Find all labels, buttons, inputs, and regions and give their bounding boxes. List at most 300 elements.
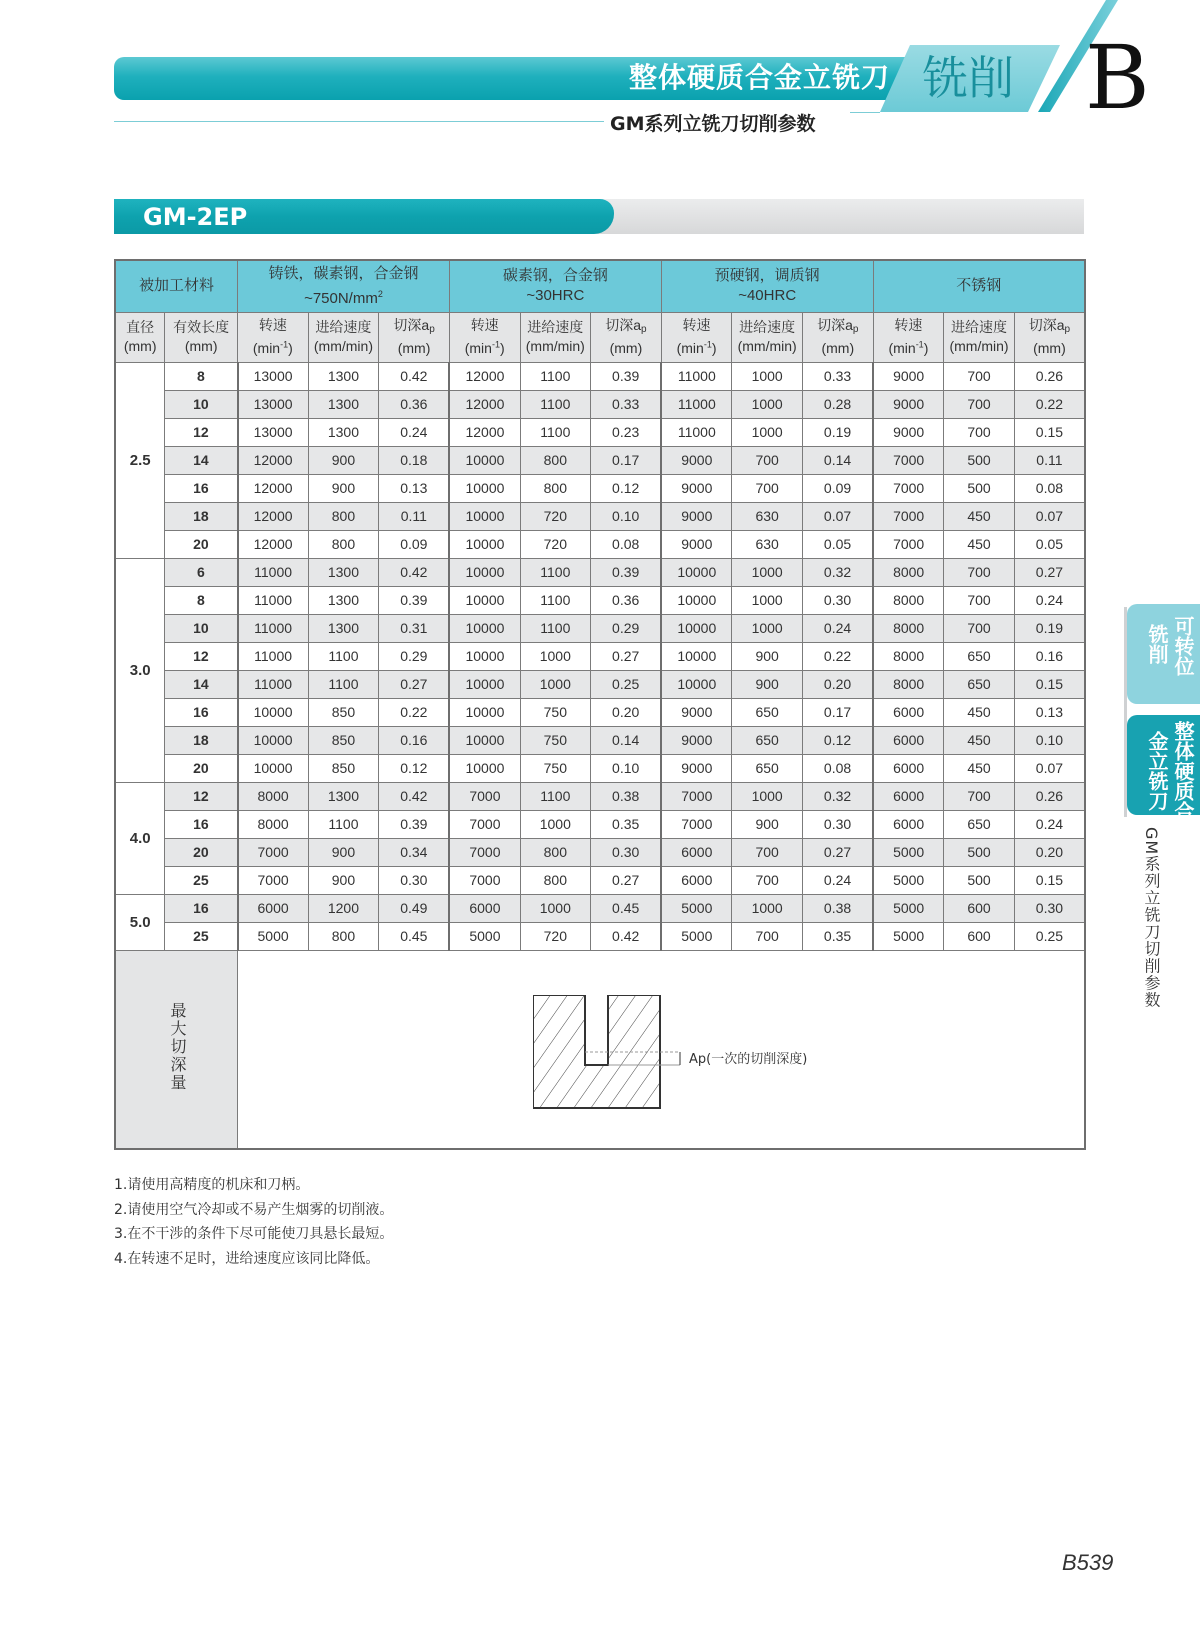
col-speed: 转速 $(\min^{-1})$ <box>873 312 944 362</box>
feed-cell: 1100 <box>520 418 591 446</box>
feed-cell: 800 <box>308 502 379 530</box>
speed-cell: 7000 <box>873 502 944 530</box>
material-header-row <box>115 260 1085 312</box>
table-row <box>115 558 1085 586</box>
depth-cell: 0.24 <box>1014 810 1085 838</box>
table-row <box>115 698 1085 726</box>
feed-cell: 700 <box>944 418 1015 446</box>
depth-cell: 0.32 <box>802 558 873 586</box>
depth-cell: 0.24 <box>1014 586 1085 614</box>
feed-cell: 700 <box>732 922 803 950</box>
feed-cell: 700 <box>732 866 803 894</box>
max-depth-label-cell <box>115 950 238 1149</box>
col-depth: 切深ap (mm) <box>379 312 450 362</box>
feed-cell: 700 <box>944 586 1015 614</box>
feed-cell: 1300 <box>308 782 379 810</box>
speed-cell: 7000 <box>449 810 520 838</box>
table-row <box>115 390 1085 418</box>
speed-cell: 9000 <box>873 390 944 418</box>
speed-cell: 5000 <box>873 894 944 922</box>
col-feed: 进给速度 (mm/min) <box>308 312 379 362</box>
depth-cell: 0.31 <box>379 614 450 642</box>
depth-cell: 0.12 <box>379 754 450 782</box>
feed-cell: 1000 <box>520 894 591 922</box>
feed-cell: 900 <box>308 446 379 474</box>
speed-cell: 10000 <box>449 670 520 698</box>
diameter-cell: 4.0 <box>115 782 165 894</box>
depth-cell: 0.30 <box>379 866 450 894</box>
speed-cell: 10000 <box>449 754 520 782</box>
speed-cell: 9000 <box>661 726 732 754</box>
speed-cell: 7000 <box>661 782 732 810</box>
depth-cell: 0.24 <box>802 866 873 894</box>
depth-cell: 0.16 <box>379 726 450 754</box>
feed-cell: 1300 <box>308 390 379 418</box>
category-label: 铣削 <box>922 51 1014 105</box>
speed-cell: 9000 <box>873 418 944 446</box>
table-row <box>115 502 1085 530</box>
feed-cell: 1100 <box>520 586 591 614</box>
depth-cell: 0.22 <box>379 698 450 726</box>
side-tab-label: 铣削 <box>1145 624 1169 664</box>
column-header-row <box>115 312 1085 362</box>
feed-cell: 450 <box>944 502 1015 530</box>
depth-cell: 0.36 <box>379 390 450 418</box>
depth-cell: 0.38 <box>591 782 662 810</box>
table-row <box>115 362 1085 390</box>
feed-cell: 600 <box>944 922 1015 950</box>
speed-cell: 7000 <box>873 446 944 474</box>
depth-cell: 0.13 <box>379 474 450 502</box>
feed-cell: 1100 <box>308 670 379 698</box>
speed-cell: 5000 <box>661 922 732 950</box>
feed-cell: 1100 <box>308 642 379 670</box>
depth-cell: 0.29 <box>591 614 662 642</box>
depth-cell: 0.42 <box>379 558 450 586</box>
feed-cell: 1000 <box>732 558 803 586</box>
side-tab-solid-carbide-endmill[interactable] <box>1127 715 1200 821</box>
table-row <box>115 894 1085 922</box>
speed-cell: 8000 <box>873 586 944 614</box>
length-cell: 20 <box>165 530 238 558</box>
depth-cell: 0.15 <box>1014 866 1085 894</box>
depth-cell: 0.10 <box>591 502 662 530</box>
depth-cell: 0.33 <box>802 362 873 390</box>
length-cell: 10 <box>165 614 238 642</box>
feed-cell: 800 <box>520 866 591 894</box>
speed-cell: 11000 <box>238 558 309 586</box>
feed-cell: 900 <box>732 670 803 698</box>
table-row <box>115 754 1085 782</box>
speed-cell: 10000 <box>449 502 520 530</box>
length-cell: 14 <box>165 446 238 474</box>
feed-cell: 1000 <box>732 362 803 390</box>
table-row <box>115 530 1085 558</box>
depth-cell: 0.35 <box>802 922 873 950</box>
feed-cell: 1100 <box>308 810 379 838</box>
depth-cell: 0.16 <box>1014 642 1085 670</box>
material-name: 铸铁，碳素钢，合金钢 <box>268 264 419 282</box>
diameter-cell: 5.0 <box>115 894 165 950</box>
depth-cell: 0.17 <box>802 698 873 726</box>
length-cell: 20 <box>165 838 238 866</box>
table-row <box>115 446 1085 474</box>
feed-cell: 630 <box>732 502 803 530</box>
depth-cell: 0.24 <box>802 614 873 642</box>
max-depth-label: 最大切深量 <box>168 1001 186 1092</box>
material-name: 预硬钢，调质钢 <box>714 267 820 285</box>
feed-cell: 700 <box>732 446 803 474</box>
col-speed: 转速 $(\min^{-1})$ <box>449 312 520 362</box>
col-diameter: 直径 (mm) <box>115 312 165 362</box>
depth-cell: 0.35 <box>591 810 662 838</box>
speed-cell: 11000 <box>238 586 309 614</box>
table-row <box>115 782 1085 810</box>
speed-cell: 10000 <box>449 642 520 670</box>
depth-cell: 0.22 <box>1014 390 1085 418</box>
feed-cell: 720 <box>520 502 591 530</box>
depth-cell: 0.29 <box>379 642 450 670</box>
depth-cell: 0.42 <box>379 782 450 810</box>
feed-cell: 700 <box>732 474 803 502</box>
feed-cell: 700 <box>944 390 1015 418</box>
side-section-label: GM系列立铣刀切削参数 <box>1142 827 1161 1009</box>
section-title: GM-2EP <box>143 203 248 231</box>
diameter-cell: 2.5 <box>115 362 165 558</box>
feed-cell: 1200 <box>308 894 379 922</box>
speed-cell: 8000 <box>873 558 944 586</box>
feed-cell: 650 <box>732 726 803 754</box>
speed-cell: 7000 <box>873 530 944 558</box>
speed-cell: 10000 <box>661 642 732 670</box>
feed-cell: 800 <box>308 530 379 558</box>
depth-diagram-cell <box>238 950 1085 1149</box>
feed-cell: 700 <box>944 782 1015 810</box>
speed-cell: 6000 <box>238 894 309 922</box>
length-cell: 12 <box>165 642 238 670</box>
depth-cell: 0.49 <box>379 894 450 922</box>
feed-cell: 1300 <box>308 418 379 446</box>
speed-cell: 7000 <box>238 866 309 894</box>
feed-cell: 500 <box>944 866 1015 894</box>
depth-cell: 0.17 <box>591 446 662 474</box>
depth-cell: 0.09 <box>379 530 450 558</box>
table-row <box>115 586 1085 614</box>
material-header <box>449 260 661 312</box>
speed-cell: 8000 <box>873 614 944 642</box>
depth-cell: 0.08 <box>802 754 873 782</box>
feed-cell: 900 <box>308 838 379 866</box>
depth-cell: 0.10 <box>1014 726 1085 754</box>
speed-cell: 13000 <box>238 418 309 446</box>
feed-cell: 650 <box>944 642 1015 670</box>
speed-cell: 10000 <box>449 698 520 726</box>
col-depth: 切深ap (mm) <box>1014 312 1085 362</box>
length-cell: 10 <box>165 390 238 418</box>
speed-cell: 7000 <box>238 838 309 866</box>
depth-cell: 0.39 <box>379 586 450 614</box>
depth-cell: 0.30 <box>1014 894 1085 922</box>
speed-cell: 5000 <box>873 838 944 866</box>
depth-cell: 0.25 <box>1014 922 1085 950</box>
speed-cell: 5000 <box>238 922 309 950</box>
length-cell: 14 <box>165 670 238 698</box>
speed-cell: 6000 <box>873 810 944 838</box>
feed-cell: 650 <box>944 670 1015 698</box>
speed-cell: 12000 <box>238 474 309 502</box>
depth-cell: 0.26 <box>1014 362 1085 390</box>
speed-cell: 9000 <box>661 446 732 474</box>
feed-cell: 900 <box>308 866 379 894</box>
length-cell: 20 <box>165 754 238 782</box>
feed-cell: 1100 <box>520 614 591 642</box>
material-header <box>238 260 450 312</box>
depth-cell: 0.39 <box>379 810 450 838</box>
feed-cell: 650 <box>944 810 1015 838</box>
depth-cell: 0.08 <box>591 530 662 558</box>
speed-cell: 9000 <box>661 530 732 558</box>
length-cell: 6 <box>165 558 238 586</box>
slot-depth-diagram <box>533 995 933 1135</box>
side-tab-indexable-milling[interactable] <box>1127 604 1200 704</box>
depth-cell: 0.15 <box>1014 670 1085 698</box>
col-feed: 进给速度 (mm/min) <box>732 312 803 362</box>
speed-cell: 11000 <box>238 614 309 642</box>
depth-cell: 0.28 <box>802 390 873 418</box>
feed-cell: 700 <box>944 558 1015 586</box>
depth-cell: 0.27 <box>802 838 873 866</box>
depth-cell: 0.18 <box>379 446 450 474</box>
feed-cell: 750 <box>520 754 591 782</box>
col-depth: 切深ap (mm) <box>591 312 662 362</box>
length-cell: 25 <box>165 922 238 950</box>
table-row <box>115 726 1085 754</box>
speed-cell: 10000 <box>449 726 520 754</box>
speed-cell: 10000 <box>449 446 520 474</box>
speed-cell: 6000 <box>873 726 944 754</box>
speed-cell: 6000 <box>873 698 944 726</box>
speed-cell: 6000 <box>661 838 732 866</box>
depth-cell: 0.30 <box>802 810 873 838</box>
depth-cell: 0.30 <box>802 586 873 614</box>
feed-cell: 1000 <box>732 614 803 642</box>
depth-cell: 0.09 <box>802 474 873 502</box>
depth-cell: 0.11 <box>1014 446 1085 474</box>
page-title: 整体硬质合金立铣刀 <box>628 61 890 94</box>
length-cell: 12 <box>165 782 238 810</box>
feed-cell: 1000 <box>520 642 591 670</box>
depth-cell: 0.27 <box>379 670 450 698</box>
speed-cell: 6000 <box>449 894 520 922</box>
depth-cell: 0.30 <box>591 838 662 866</box>
speed-cell: 6000 <box>873 782 944 810</box>
length-cell: 12 <box>165 418 238 446</box>
speed-cell: 13000 <box>238 390 309 418</box>
cutting-params-table <box>114 259 1086 1150</box>
note-item: 4.在转速不足时，进给速度应该同比降低。 <box>114 1250 380 1267</box>
speed-cell: 9000 <box>873 362 944 390</box>
feed-cell: 800 <box>520 838 591 866</box>
depth-cell: 0.27 <box>591 642 662 670</box>
feed-cell: 800 <box>520 474 591 502</box>
speed-cell: 5000 <box>873 866 944 894</box>
speed-cell: 11000 <box>238 642 309 670</box>
feed-cell: 1100 <box>520 558 591 586</box>
feed-cell: 1100 <box>520 362 591 390</box>
feed-cell: 700 <box>732 838 803 866</box>
feed-cell: 450 <box>944 754 1015 782</box>
table-row <box>115 614 1085 642</box>
feed-cell: 650 <box>732 754 803 782</box>
depth-cell: 0.39 <box>591 362 662 390</box>
speed-cell: 11000 <box>661 418 732 446</box>
table-row <box>115 474 1085 502</box>
depth-cell: 0.26 <box>1014 782 1085 810</box>
feed-cell: 1300 <box>308 558 379 586</box>
header-rule <box>114 121 604 122</box>
speed-cell: 5000 <box>873 922 944 950</box>
speed-cell: 12000 <box>238 446 309 474</box>
feed-cell: 700 <box>944 614 1015 642</box>
speed-cell: 6000 <box>873 754 944 782</box>
depth-cell: 0.10 <box>591 754 662 782</box>
col-feed: 进给速度 (mm/min) <box>520 312 591 362</box>
depth-cell: 0.36 <box>591 586 662 614</box>
depth-cell: 0.42 <box>379 362 450 390</box>
material-header <box>661 260 873 312</box>
length-cell: 16 <box>165 894 238 922</box>
material-limit: ~40HRC <box>738 287 797 305</box>
depth-cell: 0.20 <box>591 698 662 726</box>
feed-cell: 800 <box>308 922 379 950</box>
material-limit: ~30HRC <box>526 287 585 305</box>
depth-cell: 0.14 <box>802 446 873 474</box>
speed-cell: 8000 <box>873 642 944 670</box>
table-row <box>115 922 1085 950</box>
speed-cell: 9000 <box>661 502 732 530</box>
depth-cell: 0.13 <box>1014 698 1085 726</box>
speed-cell: 12000 <box>449 390 520 418</box>
material-limit-sup: 2 <box>377 288 383 299</box>
depth-cell: 0.14 <box>591 726 662 754</box>
depth-cell: 0.23 <box>591 418 662 446</box>
speed-cell: 12000 <box>449 362 520 390</box>
ap-label: Ap(一次的切削深度) <box>689 1051 808 1067</box>
length-cell: 8 <box>165 586 238 614</box>
depth-cell: 0.39 <box>591 558 662 586</box>
speed-cell: 11000 <box>661 362 732 390</box>
speed-cell: 13000 <box>238 362 309 390</box>
feed-cell: 500 <box>944 838 1015 866</box>
speed-cell: 10000 <box>238 726 309 754</box>
depth-cell: 0.20 <box>802 670 873 698</box>
feed-cell: 1000 <box>520 670 591 698</box>
depth-cell: 0.33 <box>591 390 662 418</box>
speed-cell: 6000 <box>661 866 732 894</box>
page-subtitle: GM系列立铣刀切削参数 <box>610 113 816 135</box>
feed-cell: 1000 <box>732 894 803 922</box>
feed-cell: 1000 <box>520 810 591 838</box>
depth-cell: 0.15 <box>1014 418 1085 446</box>
depth-cell: 0.20 <box>1014 838 1085 866</box>
side-tab-label: 金立铣刀 <box>1145 731 1169 811</box>
speed-cell: 10000 <box>661 586 732 614</box>
length-cell: 16 <box>165 698 238 726</box>
note-item: 1.请使用高精度的机床和刀柄。 <box>114 1177 310 1193</box>
feed-cell: 500 <box>944 474 1015 502</box>
depth-cell: 0.38 <box>802 894 873 922</box>
feed-cell: 600 <box>944 894 1015 922</box>
length-cell: 16 <box>165 810 238 838</box>
feed-cell: 720 <box>520 530 591 558</box>
note-item: 2.请使用空气冷却或不易产生烟雾的切削液。 <box>114 1201 394 1218</box>
feed-cell: 450 <box>944 698 1015 726</box>
length-cell: 8 <box>165 362 238 390</box>
feed-cell: 500 <box>944 446 1015 474</box>
table-row <box>115 670 1085 698</box>
speed-cell: 8000 <box>873 670 944 698</box>
length-cell: 25 <box>165 866 238 894</box>
depth-cell: 0.34 <box>379 838 450 866</box>
feed-cell: 650 <box>732 698 803 726</box>
depth-cell: 0.27 <box>1014 558 1085 586</box>
table-row <box>115 866 1085 894</box>
speed-cell: 10000 <box>661 558 732 586</box>
depth-cell: 0.45 <box>379 922 450 950</box>
notes-list <box>114 1173 393 1271</box>
feed-cell: 900 <box>308 474 379 502</box>
feed-cell: 1000 <box>732 782 803 810</box>
material-header <box>873 260 1085 312</box>
depth-cell: 0.19 <box>802 418 873 446</box>
depth-cell: 0.08 <box>1014 474 1085 502</box>
feed-cell: 1300 <box>308 614 379 642</box>
speed-cell: 10000 <box>449 586 520 614</box>
note-item: 3.在不干涉的条件下尽可能使刀具悬长最短。 <box>114 1226 394 1242</box>
depth-cell: 0.22 <box>802 642 873 670</box>
speed-cell: 7000 <box>449 782 520 810</box>
material-name: 碳素钢，合金钢 <box>502 267 608 285</box>
max-depth-row <box>115 950 1085 1149</box>
material-limit: ~750N/mm <box>304 289 378 307</box>
speed-cell: 8000 <box>238 810 309 838</box>
table-row <box>115 642 1085 670</box>
side-tab-label: 可转位 <box>1171 616 1195 676</box>
depth-cell: 0.07 <box>1014 754 1085 782</box>
speed-cell: 10000 <box>449 614 520 642</box>
feed-cell: 900 <box>732 642 803 670</box>
feed-cell: 850 <box>308 698 379 726</box>
col-length: 有效长度 (mm) <box>165 312 238 362</box>
depth-cell: 0.07 <box>802 502 873 530</box>
speed-cell: 10000 <box>661 614 732 642</box>
length-cell: 18 <box>165 502 238 530</box>
depth-cell: 0.27 <box>591 866 662 894</box>
speed-cell: 5000 <box>449 922 520 950</box>
speed-cell: 11000 <box>661 390 732 418</box>
feed-cell: 450 <box>944 530 1015 558</box>
material-label: 被加工材料 <box>115 260 238 312</box>
col-speed: 转速 $(\min^{-1})$ <box>238 312 309 362</box>
col-speed: 转速 $(\min^{-1})$ <box>661 312 732 362</box>
speed-cell: 12000 <box>238 530 309 558</box>
depth-cell: 0.05 <box>802 530 873 558</box>
length-cell: 16 <box>165 474 238 502</box>
feed-cell: 720 <box>520 922 591 950</box>
table-body <box>115 362 1085 950</box>
feed-cell: 1100 <box>520 782 591 810</box>
speed-cell: 7000 <box>449 838 520 866</box>
